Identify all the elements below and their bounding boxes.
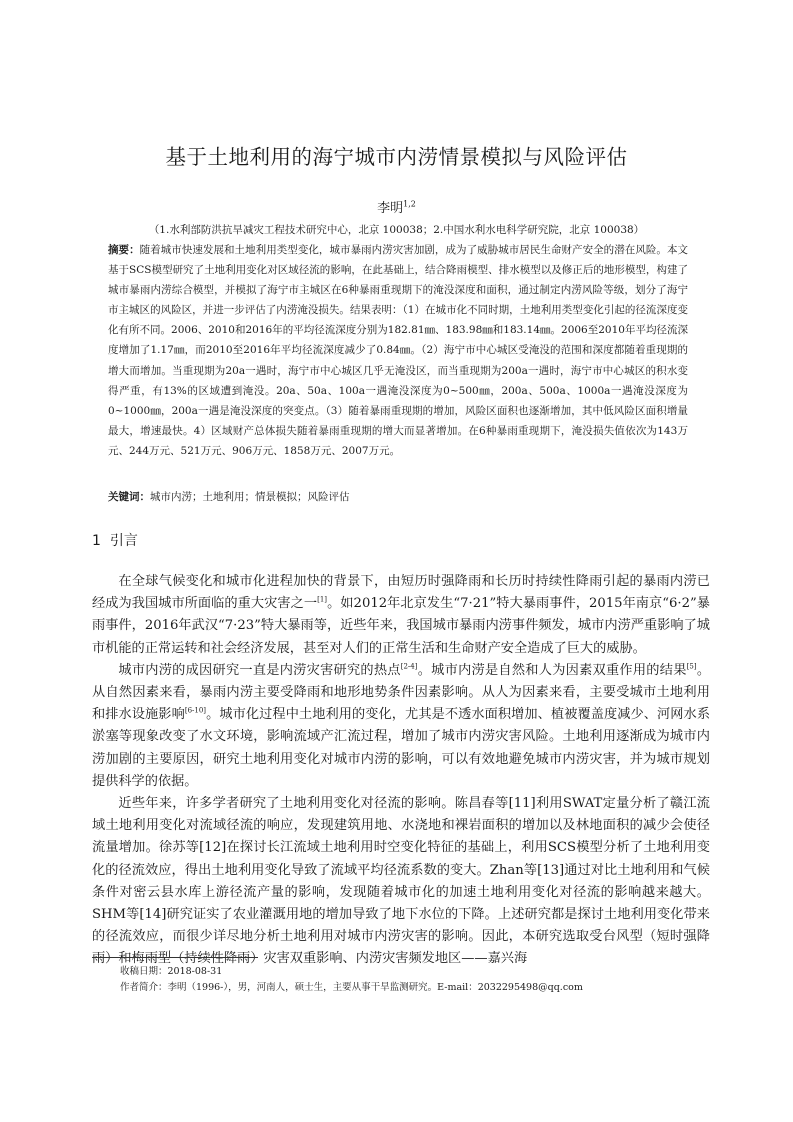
keywords xyxy=(108,487,688,507)
footnotes xyxy=(120,964,583,995)
abstract xyxy=(108,240,688,461)
citation-ref: [1] xyxy=(317,595,328,604)
section-number: 1 xyxy=(92,533,101,549)
abstract-label: 摘要： xyxy=(108,244,140,256)
paragraph-2 xyxy=(92,660,710,793)
citation-ref: [6-10] xyxy=(184,706,207,715)
p2-text-d: 。城市化过程中土地利用的变化，尤其是不透水面积增加、植被覆盖度减少、河网水系淤塞等现象改变了水文环境，影响流域产汇流过程，增加了城市内涝灾害风险。土地利用逐渐成为城市内涝加剧的主要原因，研究土地利用变化对城市内涝的影响，可以有效地避免城市内涝灾害，并为城市规划提供科学的依据。 xyxy=(92,707,711,789)
keywords-label: 关键词： xyxy=(108,491,150,503)
paragraph-1 xyxy=(92,571,710,660)
p2-text-b: 。城市内涝是自然和人为因素双重作用的结果 xyxy=(417,662,687,678)
author-affiliation-marker: 1,2 xyxy=(403,199,416,209)
citation-ref: [5] xyxy=(686,662,697,671)
paper-title: 基于土地利用的海宁城市内涝情景模拟与风险评估 xyxy=(165,145,628,169)
p2-text-a: 城市内涝的成因研究一直是内涝灾害研究的热点 xyxy=(118,662,401,678)
p1-text-b: 。如2012年北京发生“7·21”特大暴雨事件，2015年南京“6·2”暴雨事件，2016年武汉“7·23”特大暴雨等，近些年来，我国城市暴雨内涝事件频发，城市内涝严重影响了城市机能的正常运转和社会经济发展，甚至对人们的正常生活和生命财产安全造成了巨大的威胁。 xyxy=(92,596,710,656)
section-title: 引言 xyxy=(109,533,138,549)
author-bio: 作者简介：李明（1996-），男，河南人，硕士生，主要从事干旱监测研究。E-mail：2032295498@qq.com xyxy=(120,981,583,993)
affiliation: （1.水利部防洪抗旱减灾工程技术研究中心，北京 100038；2.中国水利水电科学研究院，北京 100038） xyxy=(148,224,645,236)
p2-text-c: 。从自然因素来看，暴雨内涝主要受降雨和地形地势条件因素影响。从人为因素来看，主要受城市土地利用和排水设施影响 xyxy=(92,662,711,723)
author-name: 李明 xyxy=(377,201,404,216)
received-date: 收稿日期：2018-08-31 xyxy=(120,966,223,977)
keywords-text: 城市内涝；土地利用；情景模拟；风险评估 xyxy=(150,491,350,503)
p1-text-a: 在全球气候变化和城市化进程加快的背景下，由短历时强降雨和长历时持续性降雨引起的暴雨内涝已经成为我国城市所面临的重大灾害之一 xyxy=(92,574,710,612)
paragraph-3: 近些年来，许多学者研究了土地利用变化对径流的影响。陈昌春等[11]利用SWAT定量分析了赣江流域土地利用变化对流域径流的响应，发现建筑用地、水浇地和裸岩面积的增加以及林地面积的减少会使径流量增加。徐苏等[12]在探讨长江流域土地利用时空变化特征的基础上，利用SCS模型分析了土地利用变化的径流效应，得出土地利用变化导致了流域平均径流系数的变大。Zhan等[13]通过对比土地利用和气候条件对密云县水库上游径流产量的影响，发现随着城市化的加速土地利用变化对径流的影响越来越大。SHM等[14]研究证实了农业灌溉用地的增加导致了地下水位的下降。上述研究都是探讨土地利用变化带来的径流效应，而很少详尽地分析土地利用对城市内涝灾害的影响。因此，本研究选取受台风型（短时强降雨）和梅雨型（持续性降雨）灾害双重影响、内涝灾害频发地区——嘉兴海 xyxy=(92,796,710,967)
author-line xyxy=(0,197,793,216)
abstract-text: 随着城市快速发展和土地利用类型变化，城市暴雨内涝灾害加剧，成为了威胁城市居民生命财产安全的潜在风险。本文基于SCS模型研究了土地利用变化对区域径流的影响，在此基础上，结合降雨模型、排水模型以及修正后的地形模型，构建了城市暴雨内涝综合模型，并模拟了海宁市主城区在6种暴雨重现期下的淹没深度和面积，通过制定内涝风险等级，划分了海宁市主城区的风险区，并进一步评估了内涝淹没损失。结果表明：（1）在城市化不同时期，土地利用类型变化引起的径流深度变化有所不同。2006、2010和2016年的平均径流深度分别为182.81㎜、183.98㎜和183.14㎜。2006至2010年平均径流深度增加了1.17㎜，而2010至2016年平均径流深度减少了0.84㎜。（2）海宁市中心城区受淹没的范围和深度都随着重现期的增大而增加。当重现期为20a一遇时，海宁市中心城区几乎无淹没区，而当重现期为200a一遇时，海宁市中心城区的积水变得严重，有13%的区域遭到淹没。20a、50a、100a一遇淹没深度为0~500㎜，200a、500a、1000a一遇淹没深度为0~1000㎜，200a一遇是淹没深度的突变点。（3）随着暴雨重现期的增加，风险区面积也逐渐增加，其中低风险区面积增量最大，增速最快。4）区域财产总体损失随着暴雨重现期的增大而显著增加。在6种暴雨重现期下，淹没损失值依次为143万元、244万元、521万元、906万元、1858万元、2007万元。 xyxy=(108,244,688,457)
footnote-divider xyxy=(92,957,258,958)
section-heading xyxy=(92,530,138,550)
citation-ref: [2-4] xyxy=(400,662,418,671)
body-text xyxy=(92,571,710,971)
